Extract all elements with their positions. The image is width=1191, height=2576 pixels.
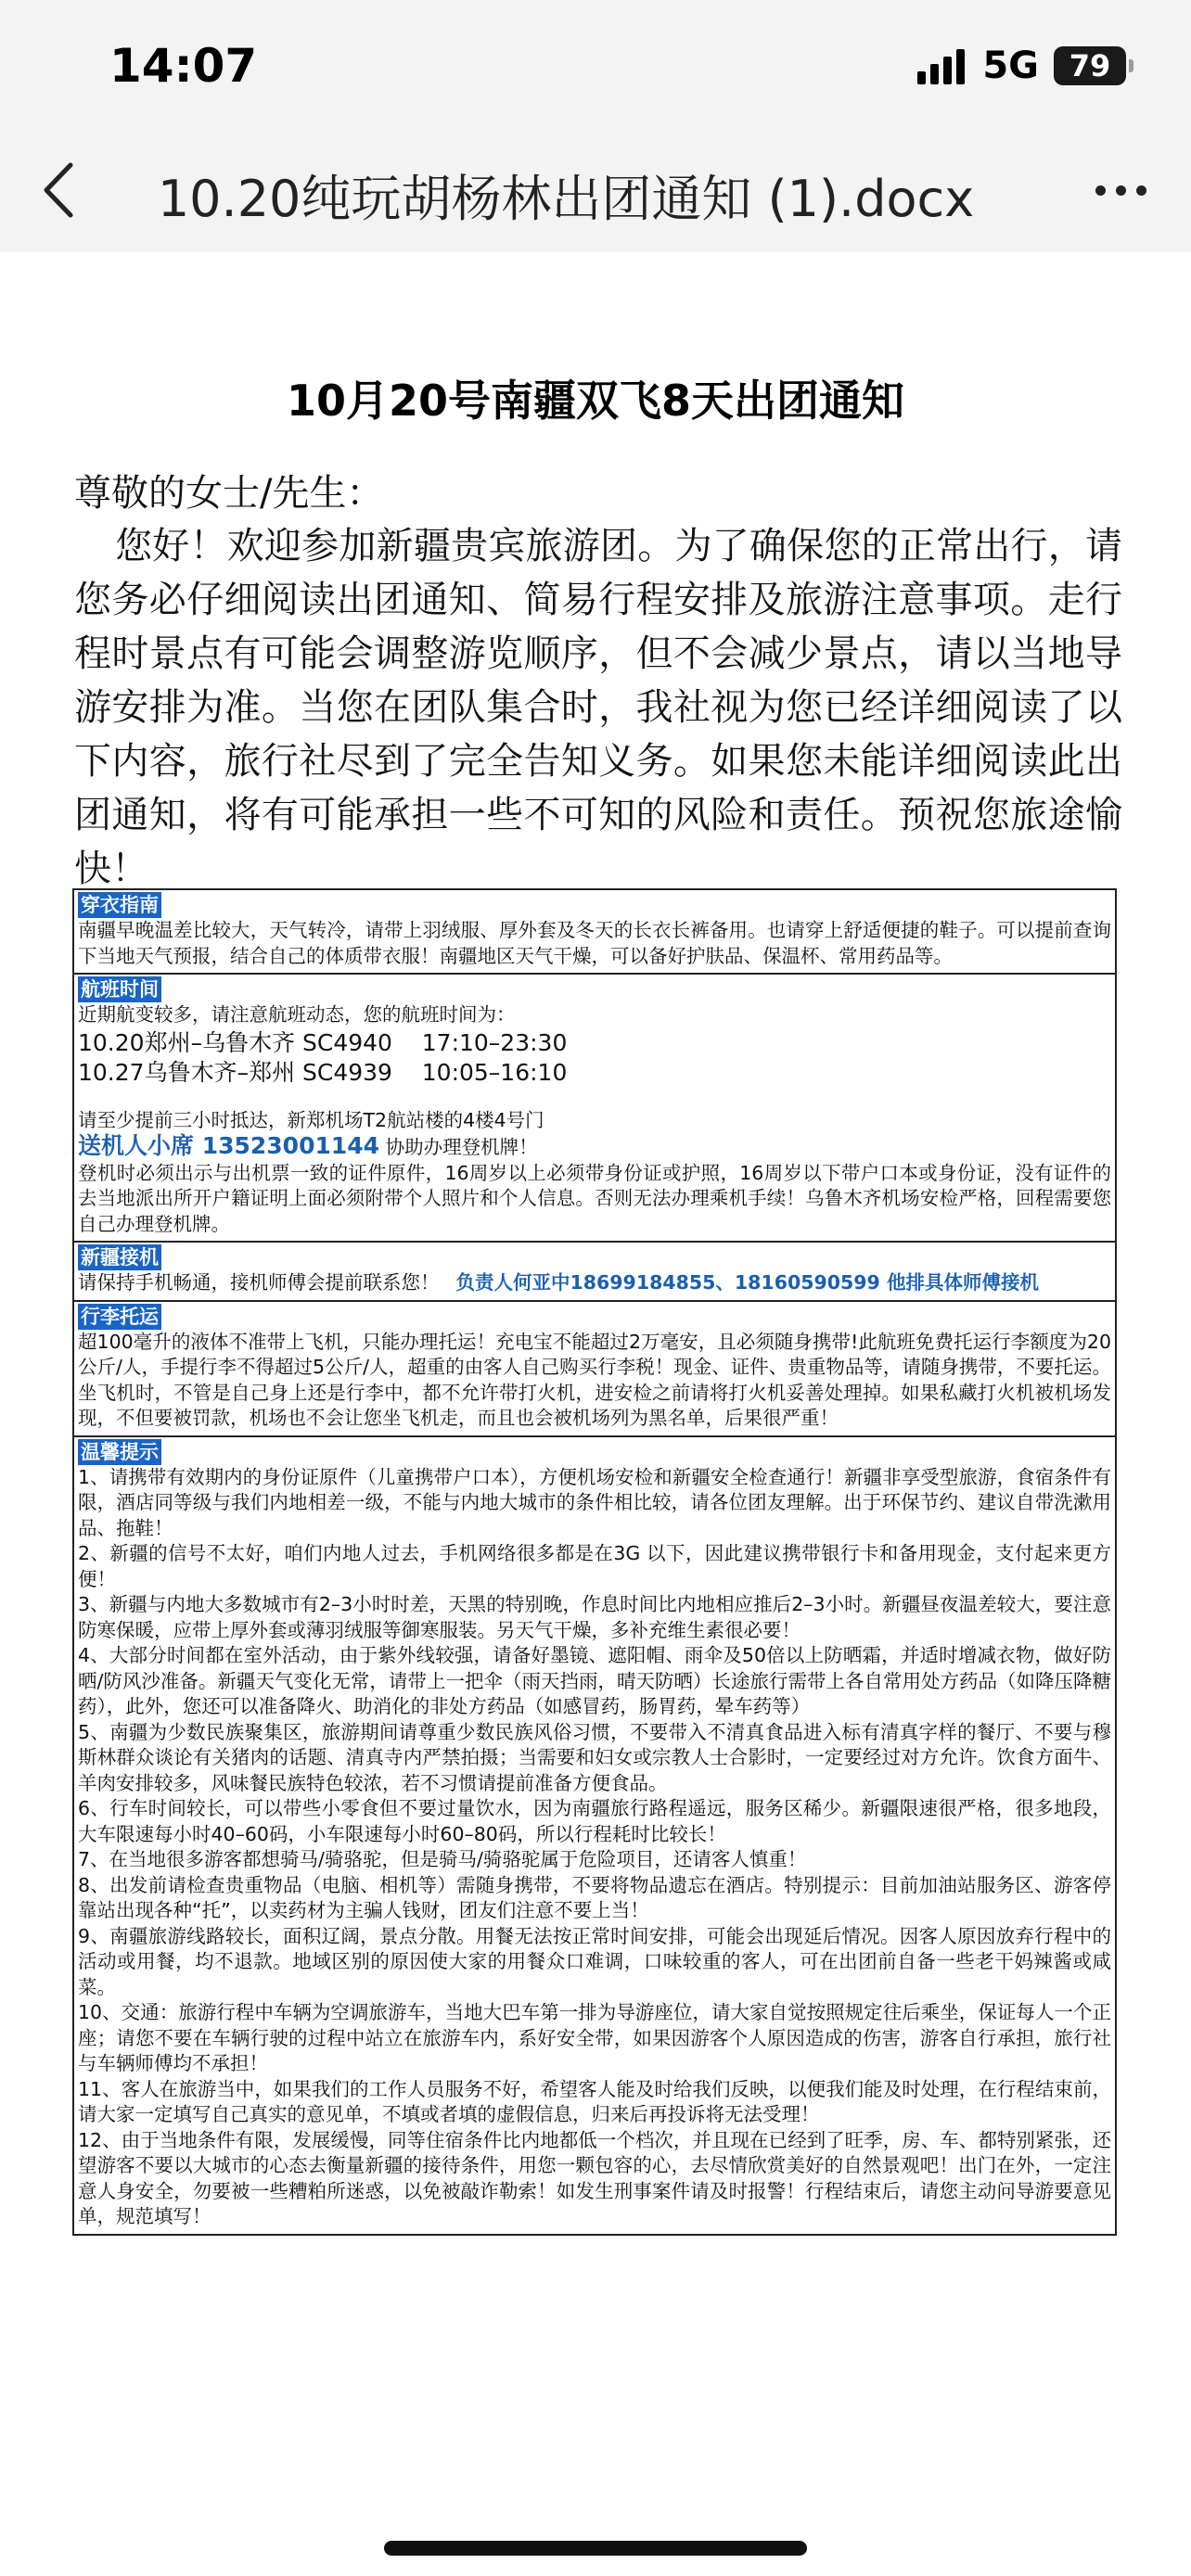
tip-item: 11、客人在旅游当中，如果我们的工作人员服务不好，希望客人能及时给我们反映，以便我们能及时处理，在行程结束前，请大家一定填写自己真实的意见单，不填或者填的虚假信息，归来后再投诉将无法受理！ bbox=[78, 2077, 1111, 2125]
section-title: 行李托运 bbox=[78, 1304, 161, 1330]
battery-icon bbox=[1054, 46, 1126, 85]
flight-intro: 近期航变较多，请注意航班动态，您的航班时间为： bbox=[78, 1003, 516, 1026]
section-tips bbox=[74, 1437, 1115, 2234]
top-bar bbox=[0, 0, 1191, 252]
home-indicator[interactable] bbox=[384, 2541, 807, 2556]
more-dot-icon bbox=[1116, 185, 1126, 196]
back-button[interactable] bbox=[37, 158, 83, 223]
more-dot-icon bbox=[1136, 185, 1146, 196]
chevron-left-icon bbox=[37, 158, 83, 223]
tip-item: 8、出发前请检查贵重物品（电脑、相机等）需随身携带，不要将物品遗忘在酒店。特别提示：目前加油站服务区、游客停靠站出现各种“托”，以卖药材为主骗人钱财，团友们注意不要上当！ bbox=[78, 1873, 1111, 1921]
section-text: 超100毫升的液体不准带上飞机，只能办理托运！充电宝不能超过2万毫安，且必须随身携带!此航班免费托运行李额度为20公斤/人，手提行李不得超过5公斤/人，超重的由客人自己购买行李税！现金、证件、贵重物品等，请随身携带，不要托运。坐飞机时，不管是自己身上还是行李中，都不允许带打火机，进安检之前请将打火机妥善处理掉。如果私藏打火机被机场发现，不但要被罚款，机场也不会让您坐飞机走，而且也会被机场列为黑名单，后果很严重！ bbox=[78, 1330, 1111, 1429]
sendoff-contact: 送机人小席 13523001144 bbox=[78, 1132, 380, 1159]
more-dot-icon bbox=[1095, 185, 1106, 196]
section-text: 南疆早晚温差比较大，天气转冷，请带上羽绒服、厚外套及冬天的长衣长裤备用。也请穿上舒适便捷的鞋子。可以提前查询下当地天气预报，结合自己的体质带衣服！南疆地区天气干燥，可以备好护肤品、保温杯、常用药品等。 bbox=[78, 919, 1111, 967]
more-options-button[interactable] bbox=[1085, 185, 1146, 196]
section-title: 穿衣指南 bbox=[78, 892, 161, 918]
signal-icon bbox=[917, 47, 969, 84]
pickup-text: 请保持手机畅通，接机师傅会提前联系您！ bbox=[78, 1271, 440, 1294]
pickup-line bbox=[78, 1270, 1111, 1296]
battery-level: 79 bbox=[1069, 48, 1111, 83]
document-title: 10.20纯玩胡杨林出团通知 (1).docx bbox=[157, 170, 975, 228]
notice-table bbox=[72, 888, 1117, 2236]
tip-item: 1、请携带有效期内的身份证原件（儿童携带户口本），方便机场安检和新疆安全检查通行！新疆非享受型旅游，食宿条件有限，酒店同等级与我们内地相差一级，不能与内地大城市的条件相比较，请各位团友理解。出于环保节约、建议自带洗漱用品、拖鞋！ bbox=[78, 1465, 1111, 1539]
flight-return: 10.27乌鲁木齐–郑州 SC4939 10:05–16:10 bbox=[78, 1058, 568, 1086]
tip-item: 6、行车时间较长，可以带些小零食但不要过量饮水，因为南疆旅行路程遥远，服务区稀少。新疆限速很严格，很多地段，大车限速每小时40–60码，小车限速每小时60–80码，所以行程耗时比较长！ bbox=[78, 1797, 1111, 1845]
section-title: 新疆接机 bbox=[78, 1244, 161, 1270]
network-type: 5G bbox=[982, 45, 1039, 87]
sendoff-suffix: 协助办理登机牌！ bbox=[379, 1136, 538, 1158]
arrival-note: 请至少提前三小时抵达，新郑机场T2航站楼的4楼4号门 bbox=[78, 1108, 544, 1131]
section-pickup bbox=[74, 1243, 1115, 1302]
tip-item: 7、在当地很多游客都想骑马/骑骆驼，但是骑马/骑骆驼属于危险项目，还请客人慎重！ bbox=[78, 1848, 807, 1870]
section-flight bbox=[74, 975, 1115, 1243]
pickup-contact: 负责人何亚中18699184855、18160590599 他排具体师傅接机 bbox=[455, 1271, 1039, 1294]
tip-item: 12、由于当地条件有限，发展缓慢，同等住宿条件比内地都低一个档次，并且现在已经到了旺季，房、车、都特别紧张，还望游客不要以大城市的心态去衡量新疆的接待条件，用您一颗包容的心，去尽情欣赏美好的自然景观吧！出门在外，一定注意人身安全，勿要被一些糟粕所迷惑，以免被敲诈勒索！如发生刑事案件请及时报警！行程结束后，请您主动问导游要意见单，规范填写！ bbox=[78, 2128, 1111, 2227]
section-title: 温馨提示 bbox=[78, 1439, 161, 1465]
section-title: 航班时间 bbox=[78, 976, 161, 1002]
salutation: 尊敬的女士/先生： bbox=[74, 472, 384, 515]
flight-outbound: 10.20郑州–乌鲁木齐 SC4940 17:10–23:30 bbox=[78, 1028, 568, 1056]
status-time: 14:07 bbox=[109, 39, 258, 93]
document-heading: 10月20号南疆双飞8天出团通知 bbox=[286, 376, 905, 426]
id-requirements: 登机时必须出示与出机票一致的证件原件，16周岁以上必须带身份证或护照，16周岁以下带户口本或身份证，没有证件的去当地派出所开户籍证明上面必须附带个人照片和个人信息。否则无法办理乘机手续！乌鲁木齐机场安检严格，回程需要您自己办理登机牌。 bbox=[78, 1161, 1111, 1235]
section-luggage bbox=[74, 1302, 1115, 1437]
status-indicators bbox=[917, 45, 1126, 87]
sendoff-line bbox=[78, 1133, 1111, 1161]
intro-paragraph: 您好！欢迎参加新疆贵宾旅游团。为了确保您的正常出行，请您务必仔细阅读出团通知、简易行程安排及旅游注意事项。走行程时景点有可能会调整游览顺序，但不会减少景点，请以当地导游安排为准。当您在团队集合时，我社视为您已经详细阅读了以下内容，旅行社尽到了完全告知义务。如果您未能详细阅读此出团通知，将有可能承担一些不可知的风险和责任。预祝您旅途愉快！ bbox=[74, 525, 1122, 890]
section-clothing bbox=[74, 890, 1115, 975]
tip-item: 3、新疆与内地大多数城市有2–3小时时差，天黑的特别晚，作息时间比内地相应推后2–3小时。新疆昼夜温差较大，要注意防寒保暖，应带上厚外套或薄羽绒服等御寒服装。另天气干燥，多补充维生素很必要！ bbox=[78, 1593, 1111, 1641]
tip-item: 2、新疆的信号不太好，咱们内地人过去，手机网络很多都是在3G 以下，因此建议携带银行卡和备用现金，支付起来更方便！ bbox=[78, 1542, 1111, 1590]
tip-item: 9、南疆旅游线路较长，面积辽阔，景点分散。用餐无法按正常时间安排，可能会出现延后情况。因客人原因放弃行程中的活动或用餐，均不退款。地域区别的原因使大家的用餐众口难调，口味较重的客人，可在出团前自备一些老干妈辣酱或咸菜。 bbox=[78, 1924, 1111, 1998]
tip-item: 5、南疆为少数民族聚集区，旅游期间请尊重少数民族风俗习惯，不要带入不清真食品进入标有清真字样的餐厅、不要与穆斯林群众谈论有关猪肉的话题、清真寺内严禁拍摄；当需要和妇女或宗教人士合影时，一定要经过对方允许。饮食方面牛、羊肉安排较多，风味餐民族特色较浓，若不习惯请提前准备方便食品。 bbox=[78, 1720, 1111, 1794]
tip-item: 4、大部分时间都在室外活动，由于紫外线较强，请备好墨镜、遮阳帽、雨伞及50倍以上防晒霜，并适时增减衣物，做好防晒/防风沙准备。新疆天气变化无常，请带上一把伞（雨天挡雨，晴天防晒）长途旅行需带上各自常用处方药品（如降压降糖药），此外，您还可以准备降火、助消化的非处方药品（如感冒药，肠胃药，晕车药等） bbox=[78, 1644, 1111, 1717]
tip-item: 10、交通：旅游行程中车辆为空调旅游车，当地大巴车第一排为导游座位，请大家自觉按照规定往后乘坐，保证每人一个正座；请您不要在车辆行驶的过程中站立在旅游车内，系好安全带，如果因游客个人原因造成的伤害，游客自行承担，旅行社与车辆师傅均不承担！ bbox=[78, 2001, 1111, 2074]
